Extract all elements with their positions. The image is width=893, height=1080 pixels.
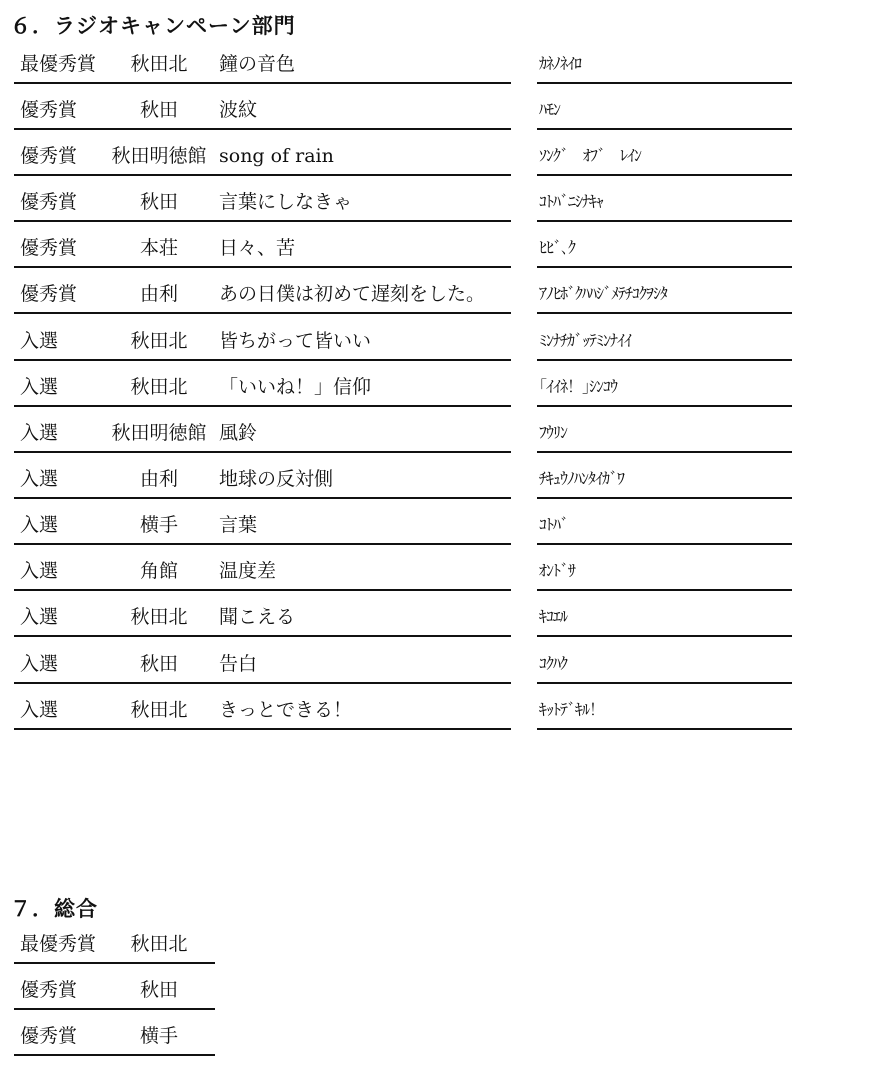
entry-kana-cell [537,140,792,176]
overall-entry-row [0,928,893,974]
work-title-kana: ｿﾝｸﾞ ｵﾌﾞ ﾚｲﾝ [539,146,642,165]
work-title-kana: ｢ｲｲﾈ！｣ｼﾝｺｳ [539,377,618,396]
entry-kana-cell [537,509,792,545]
work-title: 告白 [219,653,258,675]
entry-kana-cell [537,48,792,84]
work-title-kana: ｱﾉﾋﾎﾞｸﾊﾊｼﾞﾒﾃﾁｺｸｦｼﾀ [539,284,668,303]
entry-main-cell [14,463,511,499]
entry-main-cell [14,186,511,222]
school-name: 秋田 [139,99,178,121]
entry-main-cell [14,94,511,130]
school-name: 秋田明徳館 [111,422,207,444]
school-name: 横手 [139,514,178,536]
school-name: 秋田北 [130,53,188,75]
work-title: 風鈴 [219,422,258,444]
overall-entry-cell [14,928,215,964]
award-label: 優秀賞 [20,283,78,305]
radio-entry-row [0,417,893,463]
work-title: 聞こえる [219,606,296,628]
work-title-kana: ｺｸﾊｸ [539,654,568,673]
work-title: 皆ちがって皆いい [219,330,372,352]
school-name: 由利 [139,468,178,490]
overall-section-title: ７．総合 [10,896,98,921]
entry-main-cell [14,694,511,730]
award-label: 入選 [20,653,59,675]
entry-main-cell [14,555,511,591]
school-name: 秋田 [139,979,178,1001]
entry-kana-cell [537,94,792,130]
entry-kana-cell [537,325,792,361]
school-name: 秋田北 [130,376,188,398]
school-name: 秋田 [139,653,178,675]
award-label: 入選 [20,468,59,490]
work-title-kana: ｵﾝﾄﾞｻ [539,561,576,580]
entry-kana-cell [537,278,792,314]
work-title-kana: ｺﾄﾊﾞﾆｼﾅｷｬ [539,192,604,211]
work-title-kana: ﾊﾓﾝ [539,100,561,119]
school-name: 秋田 [139,191,178,213]
entry-kana-cell [537,232,792,268]
award-label: 優秀賞 [20,1025,78,1047]
work-title: あの日僕は初めて遅刻をした。 [219,283,486,305]
work-title: 地球の反対側 [219,468,334,490]
entry-kana-cell [537,601,792,637]
work-title: 鐘の音色 [219,53,296,75]
work-title-kana: ﾋﾋﾞ､ｸ [539,238,576,257]
radio-entry-row [0,555,893,601]
work-title-kana: ｶﾈﾉﾈｲﾛ [539,54,582,73]
entry-kana-cell [537,463,792,499]
school-name: 横手 [139,1025,178,1047]
overall-entry-row [0,974,893,1020]
entry-main-cell [14,648,511,684]
radio-entry-row [0,232,893,278]
overall-entry-row [0,1020,893,1066]
entry-kana-cell [537,694,792,730]
award-label: 入選 [20,376,59,398]
award-label: 入選 [20,422,59,444]
school-name: 秋田明徳館 [111,145,207,167]
radio-section-title: ６．ラジオキャンペーン部門 [10,13,296,38]
school-name: 本荘 [139,237,178,259]
entry-kana-cell [537,555,792,591]
award-label: 優秀賞 [20,979,78,1001]
award-label: 入選 [20,606,59,628]
radio-entry-row [0,94,893,140]
work-title-kana: ﾌｳﾘﾝ [539,423,568,442]
entry-main-cell [14,417,511,453]
entry-main-cell [14,371,511,407]
work-title: 言葉 [219,514,258,536]
radio-entry-row [0,186,893,232]
work-title: 波紋 [219,99,258,121]
radio-entry-row [0,140,893,186]
entry-kana-cell [537,648,792,684]
entry-main-cell [14,278,511,314]
school-name: 秋田北 [130,699,188,721]
entry-main-cell [14,48,511,84]
radio-entry-row [0,648,893,694]
radio-entry-row [0,278,893,324]
radio-entry-row [0,694,893,740]
radio-entry-row [0,48,893,94]
work-title: 言葉にしなきゃ [219,191,353,213]
work-title-kana: ﾐﾝﾅﾁｶﾞｯﾃﾐﾝﾅｲｲ [539,331,632,350]
radio-entry-row [0,463,893,509]
award-label: 入選 [20,514,59,536]
award-label: 入選 [20,560,59,582]
work-title-kana: ﾁｷｭｳﾉﾊﾝﾀｲｶﾞﾜ [539,469,625,488]
work-title: 「いいね！」信仰 [219,376,372,398]
school-name: 秋田北 [130,933,188,955]
work-title: きっとできる！ [219,699,353,721]
award-label: 優秀賞 [20,191,78,213]
entry-main-cell [14,325,511,361]
work-title-kana: ｷｺｴﾙ [539,607,568,626]
work-title: song of rain [219,145,334,167]
entry-main-cell [14,140,511,176]
award-label: 優秀賞 [20,237,78,259]
work-title: 温度差 [219,560,277,582]
award-label: 最優秀賞 [20,933,97,955]
entry-main-cell [14,232,511,268]
school-name: 由利 [139,283,178,305]
work-title-kana: ｺﾄﾊﾞ [539,515,569,534]
entry-main-cell [14,509,511,545]
overall-entry-cell [14,974,215,1010]
school-name: 秋田北 [130,606,188,628]
overall-entry-cell [14,1020,215,1056]
award-label: 優秀賞 [20,99,78,121]
award-label: 最優秀賞 [20,53,97,75]
school-name: 角館 [139,560,178,582]
entry-kana-cell [537,417,792,453]
entry-kana-cell [537,371,792,407]
award-label: 入選 [20,699,59,721]
radio-entry-row [0,601,893,647]
school-name: 秋田北 [130,330,188,352]
entry-main-cell [14,601,511,637]
radio-entry-row [0,509,893,555]
work-title-kana: ｷｯﾄﾃﾞｷﾙ！ [539,700,605,719]
radio-entry-row [0,325,893,371]
radio-entry-row [0,371,893,417]
award-label: 入選 [20,330,59,352]
work-title: 日々、苦 [219,237,296,259]
entry-kana-cell [537,186,792,222]
award-label: 優秀賞 [20,145,78,167]
